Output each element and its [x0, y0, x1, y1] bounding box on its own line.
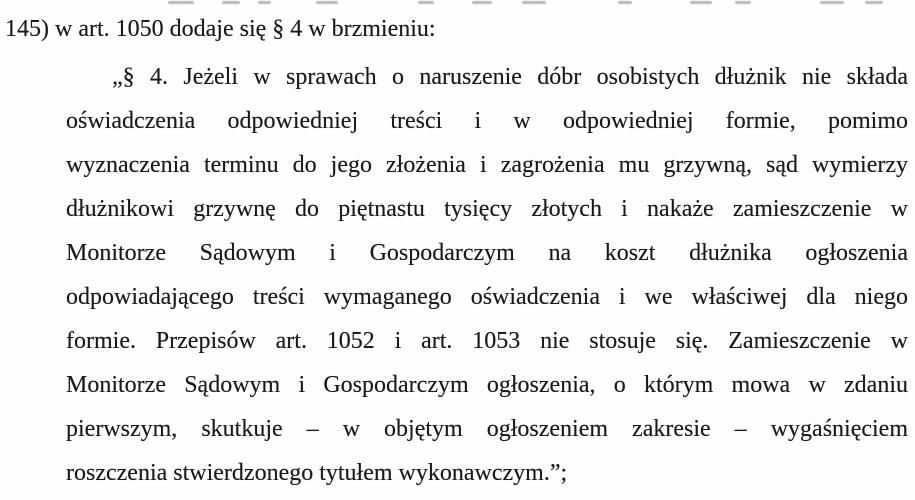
paragraph-line: roszczenia stwierdzonego tytułem wykonawczym.”; — [66, 460, 568, 486]
paragraph-line: Monitorze Sądowym i Gospodarczym na koszt dłużnika ogłoszenia — [66, 240, 908, 266]
paragraph-line: formie. Przepisów art. 1052 i art. 1053 nie stosuje się. Zamieszczenie w — [66, 328, 908, 354]
text-fragment-smudge — [618, 1, 632, 4]
text-fragment-smudge — [690, 1, 712, 4]
paragraph-line: wyznaczenia terminu do jego złożenia i zagrożenia mu grzywną, sąd wymierzy — [66, 152, 908, 178]
paragraph-line: „§ 4. Jeżeli w sprawach o naruszenie dóbr osobistych dłużnik nie składa — [112, 64, 908, 90]
paragraph-line: dłużnikowi grzywnę do piętnastu tysięcy złotych i nakaże zamieszczenie w — [66, 196, 908, 222]
amendment-paragraph — [66, 55, 908, 495]
paragraph-line: pierwszym, skutkuje – w objętym ogłoszeniem zakresie – wygaśnięciem — [66, 416, 908, 442]
text-fragment-smudge — [316, 1, 338, 4]
text-fragment-smudge — [472, 1, 492, 4]
text-fragment-smudge — [820, 1, 844, 4]
text-fragment-smudge — [258, 1, 271, 4]
text-fragment-smudge — [168, 1, 194, 4]
amendment-intro-line: 145) w art. 1050 dodaje się § 4 w brzmieniu: — [5, 16, 436, 42]
paragraph-line: oświadczenia odpowiedniej treści i w odpowiedniej formie, pomimo — [66, 108, 908, 134]
paragraph-line: odpowiadającego treści wymaganego oświadczenia i we właściwej dla niego — [66, 284, 908, 310]
text-fragment-smudge — [522, 1, 546, 4]
paragraph-line: Monitorze Sądowym i Gospodarczym ogłoszenia, o którym mowa w zdaniu — [66, 372, 908, 398]
text-fragment-smudge — [865, 1, 883, 4]
text-fragment-smudge — [418, 1, 434, 4]
text-fragment-smudge — [735, 1, 751, 4]
text-fragment-smudge — [222, 1, 240, 4]
cropped-previous-line-artifact — [0, 0, 915, 8]
